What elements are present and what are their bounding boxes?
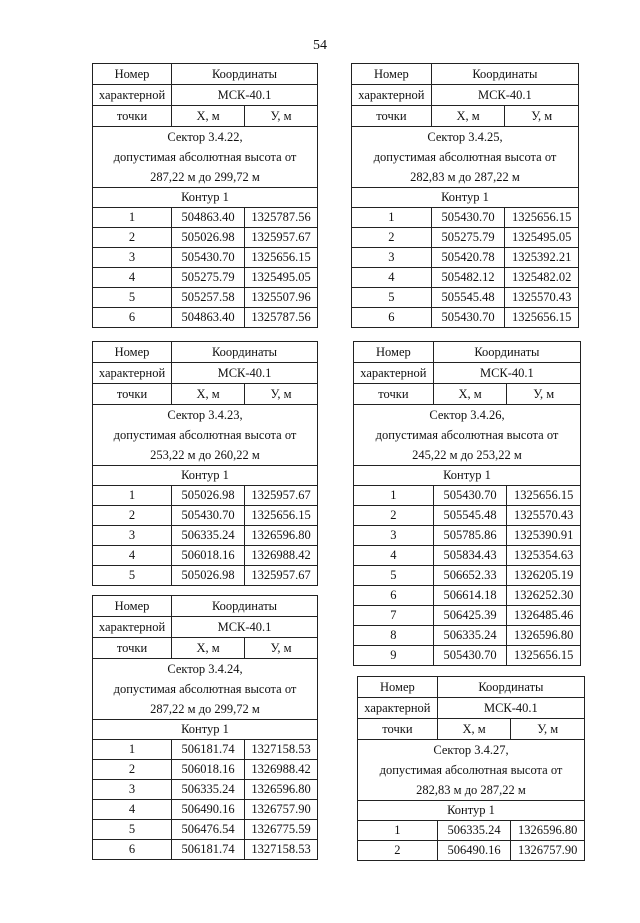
point-number: 4 <box>93 800 172 820</box>
point-number: 3 <box>352 248 432 268</box>
contour-label: Контур 1 <box>354 466 581 486</box>
point-number: 4 <box>354 546 434 566</box>
y-value: 1325495.05 <box>505 228 579 248</box>
y-value: 1325957.67 <box>245 486 318 506</box>
x-value: 506018.16 <box>172 546 245 566</box>
y-value: 1325787.56 <box>245 308 318 328</box>
table-row <box>354 586 581 606</box>
coords-system: МСК-40.1 <box>172 85 318 106</box>
y-header: У, м <box>511 719 585 740</box>
point-number: 5 <box>93 566 172 586</box>
x-header: X, м <box>172 638 245 659</box>
point-number: 2 <box>93 760 172 780</box>
x-value: 505430.70 <box>172 506 245 526</box>
x-value: 504863.40 <box>172 208 245 228</box>
table-row <box>352 288 579 308</box>
contour-label: Контур 1 <box>93 720 318 740</box>
table-row <box>93 486 318 506</box>
point-header-line3: точки <box>352 106 432 127</box>
x-value: 505785.86 <box>433 526 507 546</box>
contour-label: Контур 1 <box>358 801 585 821</box>
y-value: 1325656.15 <box>505 308 579 328</box>
x-value: 506335.24 <box>433 626 507 646</box>
table-row <box>93 820 318 840</box>
y-value: 1326252.30 <box>507 586 581 606</box>
y-header: У, м <box>245 106 318 127</box>
point-number: 1 <box>93 208 172 228</box>
contour-label: Контур 1 <box>93 188 318 208</box>
y-header: У, м <box>245 384 318 405</box>
coords-header: Координаты <box>172 342 318 363</box>
x-header: X, м <box>172 106 245 127</box>
table-row <box>354 506 581 526</box>
point-header: Номер <box>93 596 172 617</box>
coords-header: Координаты <box>437 677 584 698</box>
table-row <box>354 486 581 506</box>
y-value: 1326485.46 <box>507 606 581 626</box>
table-row <box>352 308 579 328</box>
x-value: 506335.24 <box>172 780 245 800</box>
x-value: 506476.54 <box>172 820 245 840</box>
x-value: 505430.70 <box>433 646 507 666</box>
x-value: 505430.70 <box>433 486 507 506</box>
x-value: 505545.48 <box>431 288 505 308</box>
sector-height-line2: 245,22 м до 253,22 м <box>354 445 581 466</box>
table-row <box>354 606 581 626</box>
y-value: 1325570.43 <box>507 506 581 526</box>
table-row <box>358 821 585 841</box>
x-value: 505026.98 <box>172 228 245 248</box>
x-value: 504863.40 <box>172 308 245 328</box>
table-row <box>93 546 318 566</box>
table-row <box>352 228 579 248</box>
sector-title: Сектор 3.4.26, <box>354 405 581 426</box>
coordinate-table-4 <box>351 63 579 328</box>
table-row <box>93 308 318 328</box>
y-value: 1325656.15 <box>507 646 581 666</box>
table-row <box>93 840 318 860</box>
y-value: 1325482.02 <box>505 268 579 288</box>
y-value: 1325507.96 <box>245 288 318 308</box>
coords-header: Координаты <box>172 596 318 617</box>
coords-system: МСК-40.1 <box>172 617 318 638</box>
x-value: 505420.78 <box>431 248 505 268</box>
coordinate-table-1 <box>92 63 318 328</box>
coords-header: Координаты <box>172 64 318 85</box>
y-value: 1327158.53 <box>245 740 318 760</box>
coords-header: Координаты <box>433 342 580 363</box>
table-row <box>354 566 581 586</box>
x-header: X, м <box>437 719 511 740</box>
point-number: 7 <box>354 606 434 626</box>
point-number: 1 <box>354 486 434 506</box>
table-row <box>93 288 318 308</box>
table-row <box>352 208 579 228</box>
x-value: 505545.48 <box>433 506 507 526</box>
y-header: У, м <box>507 384 581 405</box>
point-number: 1 <box>93 740 172 760</box>
sector-height-line2: 287,22 м до 299,72 м <box>93 699 318 720</box>
point-number: 6 <box>93 308 172 328</box>
point-number: 4 <box>93 546 172 566</box>
x-header: X, м <box>433 384 507 405</box>
point-number: 2 <box>93 506 172 526</box>
point-number: 2 <box>93 228 172 248</box>
y-value: 1326775.59 <box>245 820 318 840</box>
point-number: 3 <box>354 526 434 546</box>
point-header: Номер <box>93 64 172 85</box>
point-number: 8 <box>354 626 434 646</box>
table-row <box>93 268 318 288</box>
point-number: 2 <box>354 506 434 526</box>
y-value: 1326988.42 <box>245 546 318 566</box>
table-row <box>93 248 318 268</box>
coordinate-table-3 <box>92 595 318 860</box>
y-value: 1325390.91 <box>507 526 581 546</box>
contour-label: Контур 1 <box>352 188 579 208</box>
table-row <box>93 208 318 228</box>
y-value: 1325570.43 <box>505 288 579 308</box>
table-row <box>93 526 318 546</box>
x-value: 505482.12 <box>431 268 505 288</box>
coordinate-table-6 <box>357 676 585 861</box>
sector-title: Сектор 3.4.22, <box>93 127 318 148</box>
table-row <box>354 646 581 666</box>
point-header-line2: характерной <box>358 698 438 719</box>
point-header: Номер <box>358 677 438 698</box>
point-header-line2: характерной <box>93 363 172 384</box>
coords-system: МСК-40.1 <box>172 363 318 384</box>
y-value: 1325656.15 <box>507 486 581 506</box>
x-value: 506652.33 <box>433 566 507 586</box>
sector-title: Сектор 3.4.24, <box>93 659 318 680</box>
y-value: 1325957.67 <box>245 228 318 248</box>
point-number: 5 <box>352 288 432 308</box>
y-value: 1326205.19 <box>507 566 581 586</box>
y-value: 1326596.80 <box>245 780 318 800</box>
y-value: 1326596.80 <box>507 626 581 646</box>
coords-system: МСК-40.1 <box>431 85 578 106</box>
x-value: 506614.18 <box>433 586 507 606</box>
x-value: 506181.74 <box>172 740 245 760</box>
point-header-line2: характерной <box>93 85 172 106</box>
x-value: 505834.43 <box>433 546 507 566</box>
page-number: 54 <box>313 38 327 53</box>
y-value: 1325656.15 <box>505 208 579 228</box>
sector-title: Сектор 3.4.25, <box>352 127 579 148</box>
point-number: 1 <box>358 821 438 841</box>
table-row <box>354 546 581 566</box>
point-number: 3 <box>93 780 172 800</box>
point-header-line3: точки <box>93 106 172 127</box>
x-value: 506018.16 <box>172 760 245 780</box>
table-row <box>93 228 318 248</box>
x-value: 505430.70 <box>172 248 245 268</box>
y-value: 1325392.21 <box>505 248 579 268</box>
sector-title: Сектор 3.4.23, <box>93 405 318 426</box>
point-number: 1 <box>352 208 432 228</box>
point-header-line2: характерной <box>352 85 432 106</box>
x-value: 505430.70 <box>431 208 505 228</box>
point-header: Номер <box>352 64 432 85</box>
point-number: 2 <box>358 841 438 861</box>
y-value: 1326596.80 <box>245 526 318 546</box>
table-row <box>93 566 318 586</box>
x-value: 505275.79 <box>431 228 505 248</box>
table-row <box>93 800 318 820</box>
point-header: Номер <box>354 342 434 363</box>
x-header: X, м <box>431 106 505 127</box>
y-value: 1325957.67 <box>245 566 318 586</box>
y-header: У, м <box>245 638 318 659</box>
y-value: 1325787.56 <box>245 208 318 228</box>
table-row <box>93 506 318 526</box>
x-value: 506490.16 <box>437 841 511 861</box>
sector-height-line1: допустимая абсолютная высота от <box>93 147 318 167</box>
sector-height-line2: 282,83 м до 287,22 м <box>358 780 585 801</box>
coords-header: Координаты <box>431 64 578 85</box>
point-header-line3: точки <box>93 638 172 659</box>
point-number: 5 <box>93 288 172 308</box>
point-header-line3: точки <box>358 719 438 740</box>
table-row <box>93 780 318 800</box>
table-row <box>93 760 318 780</box>
table-row <box>358 841 585 861</box>
sector-height-line2: 253,22 м до 260,22 м <box>93 445 318 466</box>
point-number: 4 <box>93 268 172 288</box>
point-number: 6 <box>354 586 434 606</box>
x-value: 506425.39 <box>433 606 507 626</box>
y-value: 1325656.15 <box>245 248 318 268</box>
coordinate-table-2 <box>92 341 318 586</box>
coordinate-table-5 <box>353 341 581 666</box>
point-header-line3: точки <box>354 384 434 405</box>
table-row <box>354 526 581 546</box>
sector-height-line1: допустимая абсолютная высота от <box>358 760 585 780</box>
point-number: 2 <box>352 228 432 248</box>
sector-title: Сектор 3.4.27, <box>358 740 585 761</box>
x-value: 506335.24 <box>437 821 511 841</box>
y-value: 1327158.53 <box>245 840 318 860</box>
x-value: 505430.70 <box>431 308 505 328</box>
table-row <box>352 268 579 288</box>
x-value: 505275.79 <box>172 268 245 288</box>
point-number: 3 <box>93 526 172 546</box>
sector-height-line2: 287,22 м до 299,72 м <box>93 167 318 188</box>
table-row <box>93 740 318 760</box>
point-number: 5 <box>354 566 434 586</box>
x-value: 505026.98 <box>172 566 245 586</box>
point-header-line2: характерной <box>93 617 172 638</box>
point-number: 6 <box>93 840 172 860</box>
y-value: 1325354.63 <box>507 546 581 566</box>
y-value: 1325495.05 <box>245 268 318 288</box>
contour-label: Контур 1 <box>93 466 318 486</box>
point-number: 5 <box>93 820 172 840</box>
table-row <box>352 248 579 268</box>
sector-height-line1: допустимая абсолютная высота от <box>354 425 581 445</box>
x-value: 505026.98 <box>172 486 245 506</box>
point-number: 9 <box>354 646 434 666</box>
point-header-line3: точки <box>93 384 172 405</box>
y-value: 1326596.80 <box>511 821 585 841</box>
y-value: 1326757.90 <box>511 841 585 861</box>
point-header-line2: характерной <box>354 363 434 384</box>
x-value: 506335.24 <box>172 526 245 546</box>
point-number: 6 <box>352 308 432 328</box>
point-number: 1 <box>93 486 172 506</box>
x-value: 505257.58 <box>172 288 245 308</box>
y-value: 1326757.90 <box>245 800 318 820</box>
x-header: X, м <box>172 384 245 405</box>
point-header: Номер <box>93 342 172 363</box>
coords-system: МСК-40.1 <box>433 363 580 384</box>
sector-height-line1: допустимая абсолютная высота от <box>352 147 579 167</box>
coords-system: МСК-40.1 <box>437 698 584 719</box>
y-value: 1326988.42 <box>245 760 318 780</box>
sector-height-line2: 282,83 м до 287,22 м <box>352 167 579 188</box>
x-value: 506181.74 <box>172 840 245 860</box>
table-row <box>354 626 581 646</box>
y-value: 1325656.15 <box>245 506 318 526</box>
point-number: 4 <box>352 268 432 288</box>
sector-height-line1: допустимая абсолютная высота от <box>93 425 318 445</box>
y-header: У, м <box>505 106 579 127</box>
x-value: 506490.16 <box>172 800 245 820</box>
point-number: 3 <box>93 248 172 268</box>
sector-height-line1: допустимая абсолютная высота от <box>93 679 318 699</box>
